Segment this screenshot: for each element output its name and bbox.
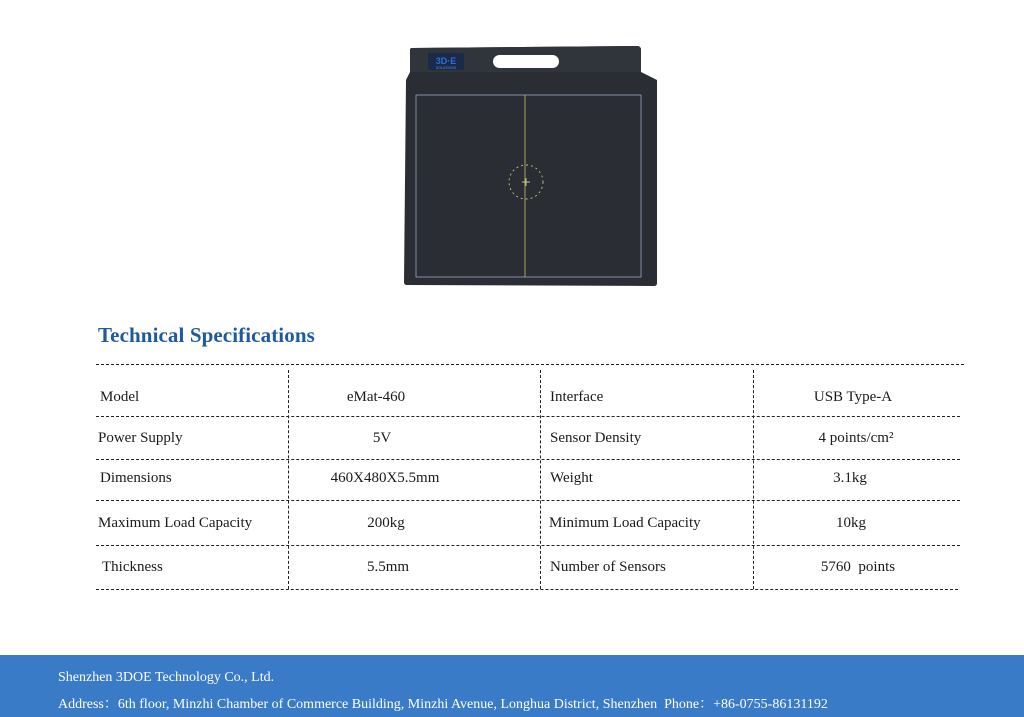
spec-value: 5.5mm <box>366 559 410 575</box>
svg-text:SOLUTIONS: SOLUTIONS <box>435 66 457 70</box>
table-column-divider <box>540 370 541 589</box>
spec-label: Minimum Load Capacity <box>549 515 701 531</box>
table-rule <box>96 545 960 546</box>
spec-value: USB Type-A <box>813 389 893 405</box>
spec-value: 460X480X5.5mm <box>330 470 440 486</box>
footer-company-name: Shenzhen 3DOE Technology Co., Ltd. <box>58 670 275 685</box>
spec-value: 3.1kg <box>833 470 867 486</box>
spec-value: 10kg <box>836 515 866 531</box>
spec-label: Number of Sensors <box>550 559 666 575</box>
spec-value: 5V <box>372 430 392 446</box>
handle-icon <box>493 55 559 68</box>
spec-label: Weight <box>550 470 593 486</box>
brand-logo <box>428 53 464 70</box>
spec-label: Interface <box>550 389 604 405</box>
table-rule <box>96 416 960 417</box>
pressure-mat-illustration <box>398 44 660 286</box>
table-rule <box>96 500 960 501</box>
spec-label: Dimensions <box>100 470 172 486</box>
spec-value: 4 points/cm² <box>818 430 894 446</box>
spec-table <box>96 364 964 590</box>
svg-text:3D·E: 3D·E <box>435 56 457 66</box>
table-rule <box>96 589 958 590</box>
footer-bar <box>0 655 1024 717</box>
spec-label: Model <box>100 389 140 405</box>
table-column-divider <box>288 370 289 589</box>
spec-label: Power Supply <box>98 430 183 446</box>
spec-label: Sensor Density <box>550 430 642 446</box>
mat-body <box>404 46 657 286</box>
spec-value: 5760 points <box>820 559 896 575</box>
spec-value: eMat-460 <box>346 389 406 405</box>
footer-address: Address：6th floor, Minzhi Chamber of Commerce Building, Minzhi Avenue, Longhua District, Shenzhen Phone：+86-0755-86131192 <box>58 697 828 712</box>
table-rule <box>96 459 960 460</box>
product-image <box>398 44 660 286</box>
table-rule <box>96 364 964 365</box>
section-title: Technical Specifications <box>98 323 315 347</box>
spec-label: Thickness <box>102 559 163 575</box>
table-column-divider <box>753 370 754 589</box>
spec-label: Maximum Load Capacity <box>98 515 253 531</box>
spec-value: 200kg <box>367 515 405 531</box>
